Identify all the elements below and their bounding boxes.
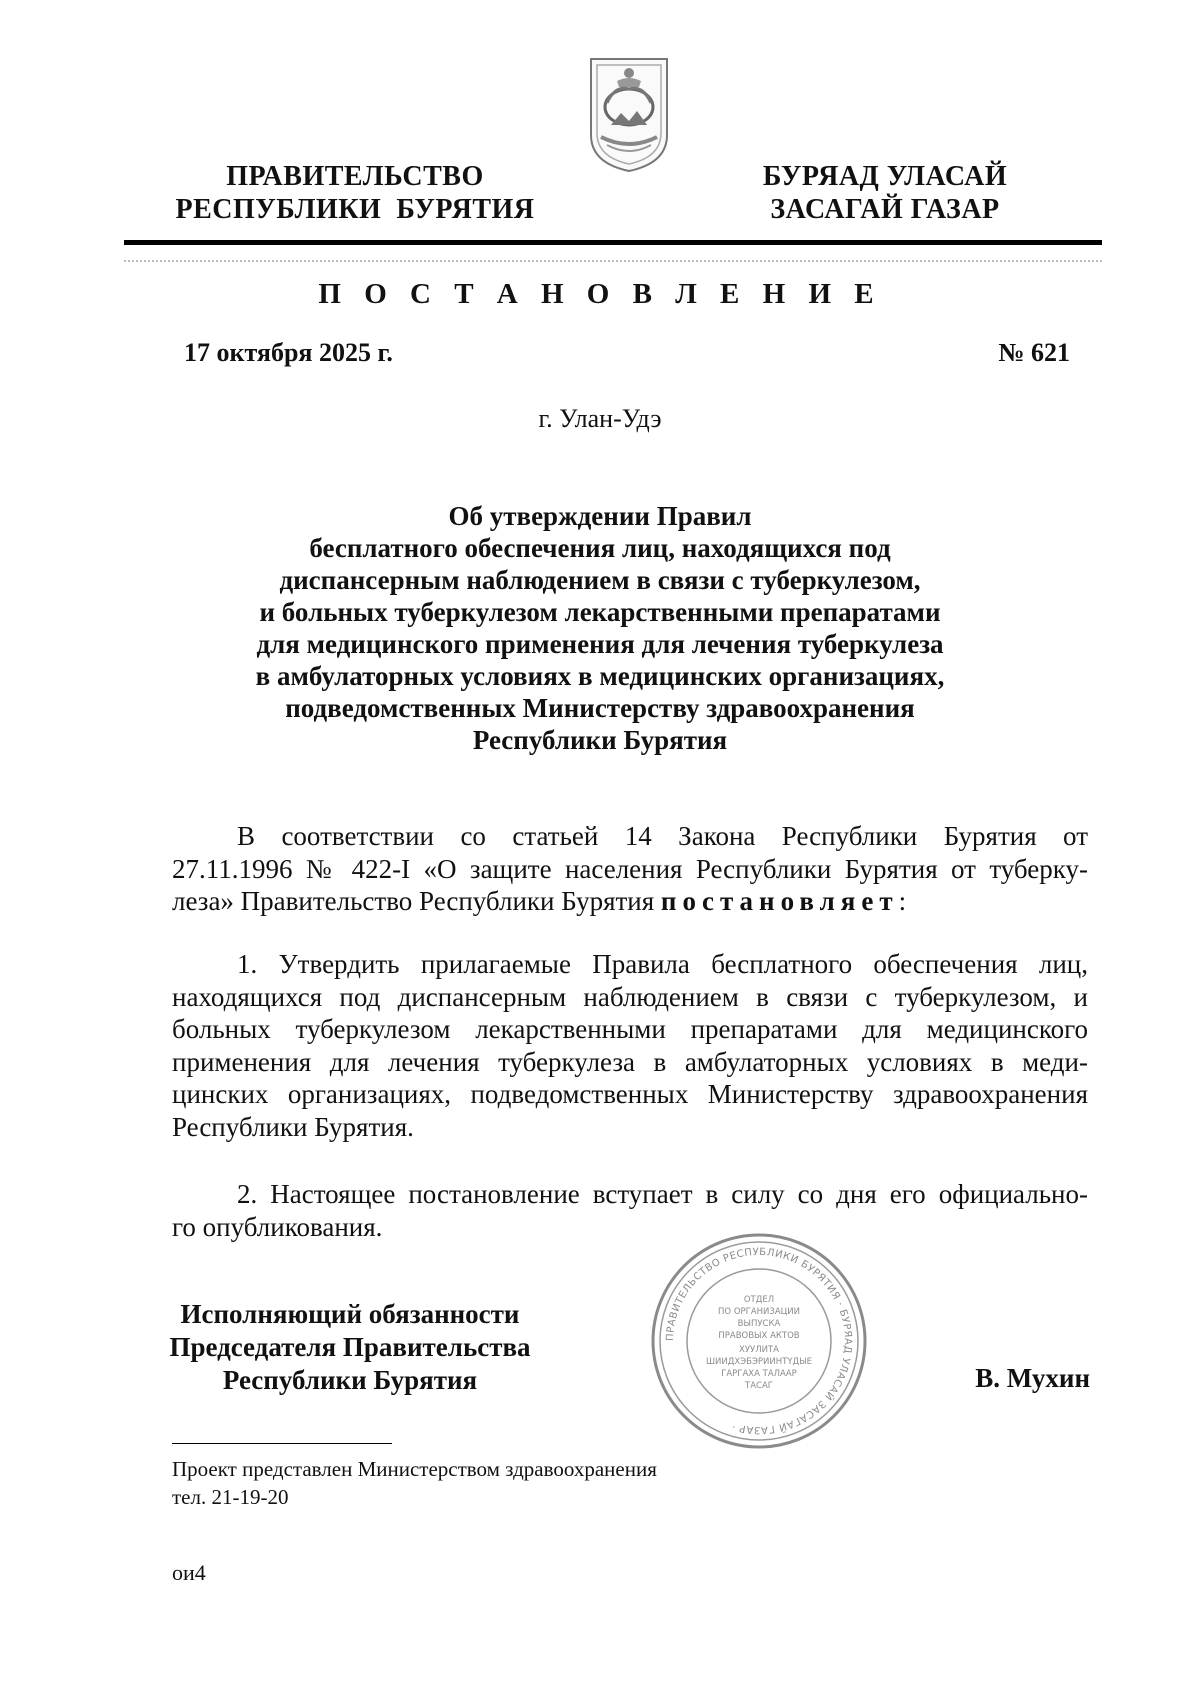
title-line: в амбулаторных условиях в медицинских организациях, (255, 661, 945, 691)
position-line: Республики Бурятия (222, 1365, 478, 1395)
position-line: Председателя Правительства (169, 1332, 531, 1362)
footnote-rule (172, 1443, 392, 1444)
body-line: находящихся под диспансерным наблюдением в связи с туберкулезом, и (172, 981, 1088, 1012)
government-name-russian (150, 160, 560, 226)
body-line: В соответствии со статьей 14 Закона Республики Бурятия от (237, 821, 1088, 851)
gov-left-line1: ПРАВИТЕЛЬСТВО (226, 161, 484, 192)
document-type: П О С Т А Н О В Л Е Н И Е (318, 278, 882, 310)
clause-2-paragraph (172, 1178, 1088, 1243)
body-line: 2. Настоящее постановление вступает в силу со дня его официально- (237, 1179, 1088, 1209)
body-line: го опубликования. (172, 1211, 383, 1242)
stamp-inner-line: ГАРГАХА ТАЛААР (721, 1369, 797, 1379)
title-line: и больных туберкулезом лекарственными препаратами (259, 597, 941, 627)
stamp-inner-line: ПРАВОВЫХ АКТОВ (718, 1331, 800, 1341)
title-line: Республики Бурятия (472, 725, 728, 755)
document-city: г. Улан-Удэ (538, 404, 662, 433)
gov-right-line2: ЗАСАГАЙ ГАЗАР (770, 194, 1000, 225)
signatory-position (150, 1298, 550, 1397)
signatory-name: В. Мухин (975, 1363, 1090, 1393)
title-line: подведомственных Министерству здравоохранения (285, 693, 915, 723)
body-line: цинских организациях, подведомственных Министерству здравоохранения (172, 1079, 1088, 1109)
preamble-prefix: леза» Правительство Республики Бурятия (172, 886, 655, 916)
gov-left-line2: РЕСПУБЛИКИ БУРЯТИЯ (175, 194, 535, 225)
gov-right-line1: БУРЯАД УЛАСАЙ (762, 161, 1008, 192)
header-dotted-rule (124, 260, 1102, 262)
stamp-inner-line: ТАСАГ (745, 1381, 773, 1391)
title-line: бесплатного обеспечения лиц, находящихся под (309, 533, 891, 563)
government-name-buryat (720, 160, 1050, 226)
position-line: Исполняющий обязанности (180, 1299, 520, 1329)
clause-1-paragraph (172, 948, 1088, 1143)
body-line: Республики Бурятия. (172, 1111, 414, 1142)
body-line: 27.11.1996 № 422-I «О защите населения Республики Бурятия от туберку- (172, 853, 1088, 884)
title-line: Об утверждении Правил (448, 501, 752, 531)
stamp-inner-line: ОТДЕЛ (743, 1295, 775, 1305)
body-line: 1. Утвердить прилагаемые Правила бесплатного обеспечения лиц, (237, 949, 1088, 979)
title-line: для медицинского применения для лечения туберкулеза (256, 629, 944, 659)
stamp-ring-text: ПРАВИТЕЛЬСТВО РЕСПУБЛИКИ БУРЯТИЯ · БУРЯАД УЛАСАЙ ЗАСАГАЙ ГАЗАР · (664, 1246, 854, 1436)
coat-of-arms-icon (587, 55, 671, 173)
resolves-keyword: постановляет (660, 886, 899, 916)
body-line: больных туберкулезом лекарственными препаратами для медицинского (172, 1014, 1088, 1044)
document-date: 17 октября 2025 г. (184, 338, 393, 367)
body-line: применения для лечения туберкулеза в амбулаторных условиях в меди- (172, 1046, 1088, 1077)
stamp-inner-line: ВЫПУСКА (737, 1319, 781, 1329)
stamp-inner-line: ПО ОРГАНИЗАЦИИ (718, 1307, 800, 1317)
document-code: ои4 (172, 1560, 206, 1585)
footnote (172, 1455, 657, 1511)
title-line: диспансерным наблюдением в связи с туберкулезом, (279, 565, 921, 595)
stamp-inner-line: ШИИДХЭБЭРИИНТҮДЫЕ (705, 1357, 813, 1367)
footnote-phone: тел. 21-19-20 (172, 1485, 289, 1509)
document-number: № 621 (998, 338, 1070, 367)
footnote-line: Проект представлен Министерством здравоохранения (172, 1457, 657, 1481)
official-stamp-icon (648, 1230, 870, 1452)
stamp-inner-line: ХУУЛИТА (739, 1345, 779, 1355)
preamble-colon: : (898, 886, 907, 916)
body-line (172, 885, 1088, 918)
header-rule (124, 240, 1102, 245)
preamble-paragraph (172, 820, 1088, 918)
document-title (200, 500, 1000, 756)
